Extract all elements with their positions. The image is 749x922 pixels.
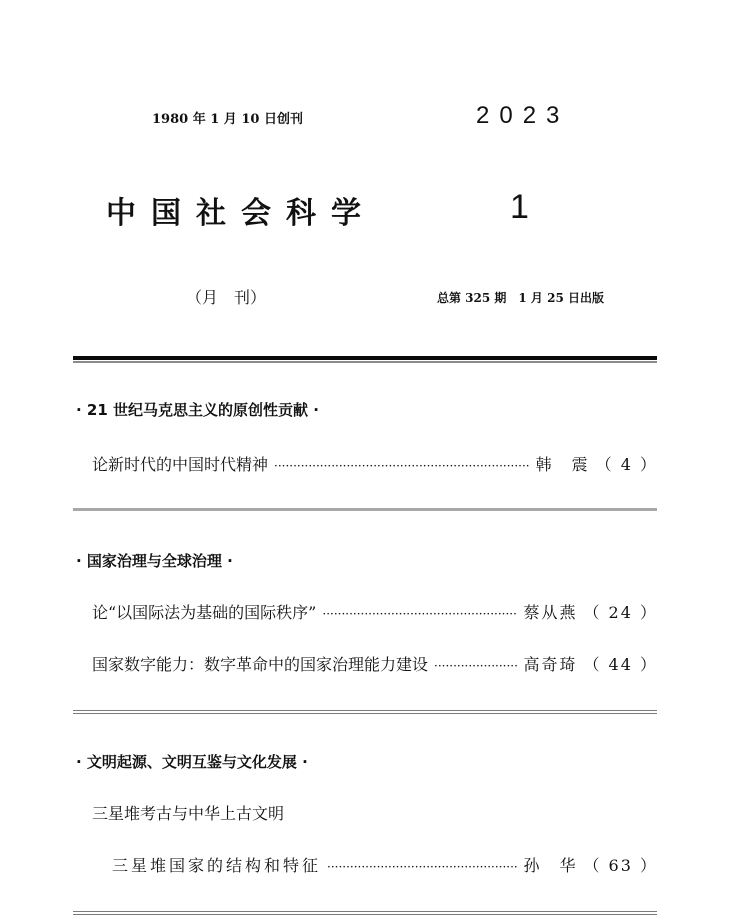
article-page: （ 24 ） [583, 603, 658, 622]
volume-year: 2023 [476, 102, 570, 129]
section-divider-lower [73, 914, 657, 915]
toc-entry[interactable] [112, 853, 658, 876]
publication-info: 总第 325 期 1 月 25 日出版 [437, 291, 604, 305]
toc-entry[interactable] [92, 652, 658, 675]
toc-entry[interactable] [92, 600, 658, 623]
section-divider-upper [73, 911, 657, 912]
founded-date: 1980 年 1 月 10 日创刊 [152, 112, 303, 127]
section-title: · 国家治理与全球治理 · [76, 552, 233, 570]
article-page: （ 4 ） [595, 455, 658, 474]
article-author: 孙 华 [523, 856, 578, 875]
frequency-label: （月 刊） [186, 288, 267, 307]
article-author: 韩 震 [535, 455, 590, 474]
article-title[interactable]: 论新时代的中国时代精神 [92, 455, 269, 474]
toc-entry[interactable] [92, 452, 658, 475]
section-divider-upper [73, 710, 657, 711]
dot-leader [274, 459, 530, 473]
masthead-divider-thick [73, 356, 657, 360]
article-page: （ 44 ） [583, 655, 658, 674]
article-page: （ 63 ） [583, 856, 658, 875]
section-divider [73, 508, 657, 511]
article-author: 高奇琦 [523, 655, 578, 674]
section-title: · 文明起源、文明互鉴与文化发展 · [76, 753, 308, 771]
masthead-divider-thin [73, 361, 657, 363]
article-title[interactable]: 三星堆国家的结构和特征 [112, 856, 322, 875]
article-title[interactable]: 国家数字能力：数字革命中的国家治理能力建设 [92, 655, 429, 674]
article-title[interactable]: 论“以国际法为基础的国际秩序” [92, 603, 317, 622]
issue-number: 1 [510, 188, 529, 226]
journal-title: 中国社会科学 [106, 196, 376, 231]
subsection-title: 三星堆考古与中华上古文明 [92, 804, 285, 823]
section-title: · 21 世纪马克思主义的原创性贡献 · [76, 401, 319, 419]
article-author: 蔡从燕 [523, 603, 578, 622]
dot-leader [322, 607, 517, 621]
dot-leader [327, 860, 517, 874]
section-divider-lower [73, 713, 657, 714]
dot-leader [434, 659, 517, 673]
